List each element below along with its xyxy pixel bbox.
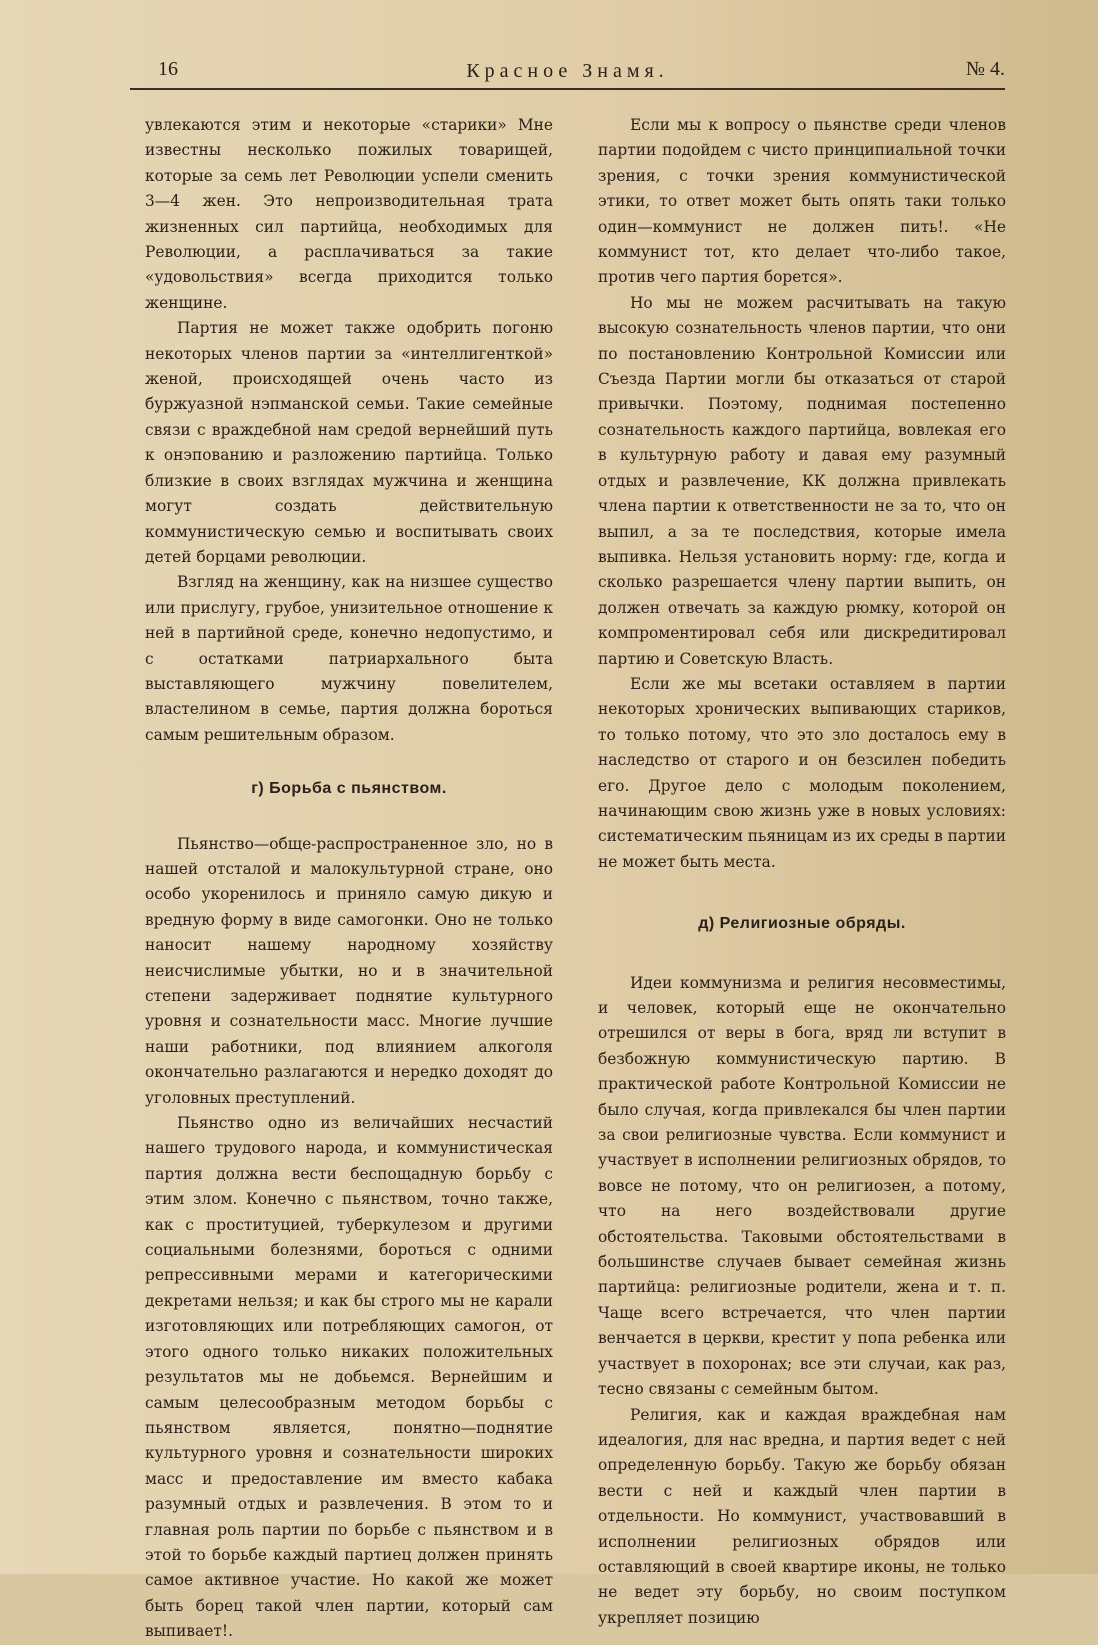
page-number: 16 xyxy=(158,58,178,80)
paragraph: Пьянство одно из величайших несчастий нашего трудового народа, и коммунистическая партия должна вести беспощадную борьбу с этим злом. Конечно с пьянством, точно также, как с проституцией, туберкулезом и другими социальными болезнями, бороться с одними репрессивными мерами и категорическими декретами нельзя; и как бы строго мы не карали изготовляющих или потребляющих самогон, от этого одного только никаких положительных результатов мы не добьемся. Вернейшим и самым целесообразным методом борьбы с пьянством является, понятно—поднятие культурного уровня и сознательности широких масс и предоставление им вместо кабака разумный отдых и развлечения. В этом то и главная роль партии по борьбе с пьянством и в этой то борьбе каждый партиец должен принять самое активное участие. Но какой же может быть борец такой член партии, который сам выпивает!. xyxy=(145,1114,553,1641)
paragraph: Религия, как и каждая враждебная нам идеалогия, для нас вредна, и партия ведет с ней определенную борьбу. Такую же борьбу обязан вести с ней и каждый член партии в отдельности. Но коммунист, участвовавший в исполнении религиозных обрядов или оставляющий в своей квартире иконы, не только не ведет эту борьбу, но своим поступком укрепляет позицию xyxy=(598,1405,1006,1627)
left-column xyxy=(145,113,553,1645)
section-heading: д) Религиозные обряды. xyxy=(698,915,906,933)
paragraph: увлекаются этим и некоторые «старики» Мне известны несколько пожилых товарищей, которые за семь лет Революции успели сменить 3—4 жен. Это непроизводительная трата жизненных сил партийца, необходимых для Революции, а расплачиваться за такие «удовольствия» всегда приходится только женщине. xyxy=(145,116,553,312)
paragraph: Если мы к вопросу о пьянстве среди членов партии подойдем с чисто принципиальной точки зрения, с точки зрения коммунистической этики, то ответ может быть опять таки только один—коммунист не должен пить!. «Не коммунист тот, кто делает что-либо такое, против чего партия борется». xyxy=(598,116,1006,287)
paragraph: Партия не может также одобрить погоню некоторых членов партии за «интеллигенткой» женой, происходящей очень часто из буржуазной нэпманской семьи. Такие семейные связи с враждебной нам средой вернейший путь к онэпованию и разложению партийца. Только близкие в своих взглядах мужчина и женщина могут создать действительную коммунистическую семью и воспитывать своих детей борцами революции. xyxy=(145,319,553,566)
paragraph: Если же мы всетаки оставляем в партии некоторых хронических выпивающих стариков, то только потому, что это зло досталось ему в наследство от старого и он безсилен победить его. Другое дело с молодым поколением, начинающим свою жизнь уже в новых условиях: систематическим пьяницам из их среды в партии не может быть места. xyxy=(598,674,1006,871)
paragraph: Взгляд на женщину, как на низшее существо или прислугу, грубое, унизительное отношение к ней в партийной среде, конечно недопустимо, и с остатками патриархального быта выставляющего мужчину повелителем, властелином в семье, партия должна бороться самым решительным образом. xyxy=(145,573,553,744)
section-heading: г) Борьба с пьянством. xyxy=(251,780,447,798)
paragraph: Идеи коммунизма и религия несовместимы, и человек, который еще не окончательно отрешился от веры в бога, вряд ли вступит в безбожную коммунистическую партию. В практической работе Контрольной Комиссии не было случая, когда привлекался бы член партии за свои религиозные чувства. Если коммунист и участвует в исполнении религиозных обрядов, то вовсе не потому, что он религиозен, а потому, что на него воздействовали другие обстоятельства. Таковыми обстоятельствами в большинстве случаев бывает семейная жизнь партийца: религиозные родители, жена и т. п. Чаще всего встречается, что член партии венчается в церкви, крестит у попа ребенка или участвует в похоронах; все эти случаи, как раз, тесно связаны с семейным бытом. xyxy=(598,973,1006,1399)
issue-number: № 4. xyxy=(965,58,1005,80)
page-header xyxy=(130,58,1005,90)
right-column xyxy=(598,113,1006,1631)
paragraph: Но мы не можем расчитывать на такую высокую сознательность членов партии, что они по постановлению Контрольной Комиссии или Съезда Партии могли бы отказаться от старой привычки. Поэтому, поднимая постепенно сознательность каждого партийца, вовлекая его в культурную работу и давая ему разумный отдых и развлечение, КК должна привлекать члена партии к ответственности не за то, что он выпил, а за те последствия, которые имела выпивка. Нельзя установить норму: где, когда и сколько разрешается члену партии выпить, он должен отвечать за каждую рюмку, которой он компроментировал себя или дискредитировал партию и Советскую Власть. xyxy=(598,293,1006,668)
newspaper-title: Красное Знамя. xyxy=(466,60,669,82)
paragraph: Пьянство—обще-распространенное зло, но в нашей отсталой и малокультурной стране, оно особо укоренилось и приняло самую дикую и вредную форму в виде самогонки. Оно не только наносит нашему народному хозяйству неисчислимые убытки, но и в значительной степени задерживает поднятие культурного уровня и сознательности масс. Многие лучшие наши работники, под влиянием алкоголя окончательно разлагаются и нередко доходят до уголовных преступлений. xyxy=(145,834,553,1107)
